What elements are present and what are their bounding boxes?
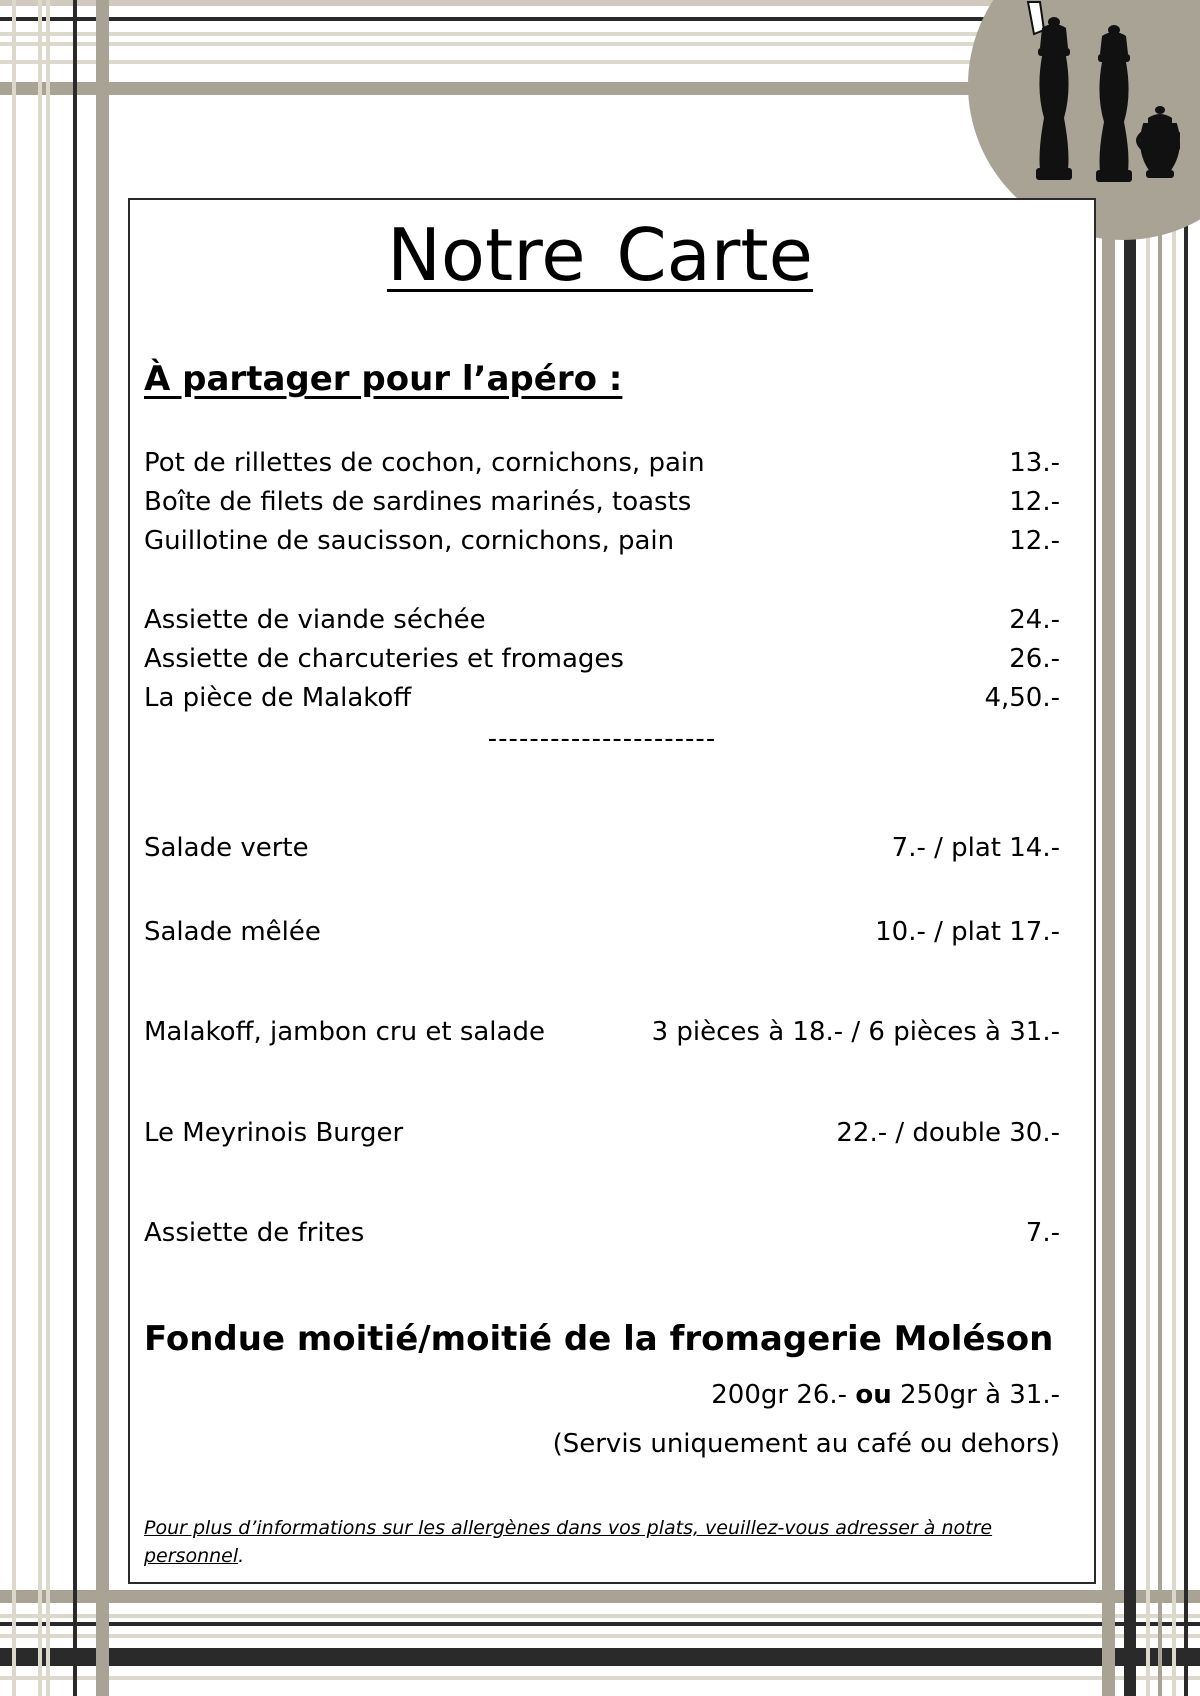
item-price: 10.- / plat 17.- [875,917,1060,947]
item-name: Le Meyrinois Burger [144,1118,404,1148]
item-name: Pot de rillettes de cochon, cornichons, pain [144,448,705,478]
stripe [0,1676,1200,1680]
menu-item [144,640,1060,678]
item-price: 12.- [1009,487,1060,517]
item-name: Salade mêlée [144,917,321,947]
menu-item [144,1214,1060,1252]
menu-item [144,444,1060,482]
salt-mill-icon [1096,25,1132,182]
item-name: Assiette de frites [144,1218,365,1248]
menu-item [144,829,1060,867]
allergen-note-text: Pour plus d’informations sur les allergènes dans vos plats, veuillez-vous adresser à notre personnel [144,1517,993,1567]
fondue-option-small: 200gr 26.- [711,1380,848,1410]
fondue-option-large: 250gr à 31.- [899,1380,1060,1410]
stripe [0,1648,1200,1666]
pepper-mill-icon [1036,17,1072,180]
stripe [0,1590,1200,1603]
menu-item [144,679,1060,717]
item-price: 4,50.- [984,683,1060,713]
allergen-note-end: . [238,1545,245,1567]
item-price: 13.- [1009,448,1060,478]
page-title: Notre Carte [387,213,813,297]
item-price: 3 pièces à 18.- / 6 pièces à 31.- [651,1017,1060,1047]
item-price: 12.- [1009,526,1060,556]
menu-item [144,522,1060,560]
fondue-note: (Servis uniquement au café ou dehors) [552,1429,1060,1459]
menu-item [144,1013,1060,1051]
fondue-or: ou [855,1380,892,1410]
item-name: Boîte de filets de sardines marinés, toasts [144,487,692,517]
item-name: Salade verte [144,833,309,863]
item-name: Guillotine de saucisson, cornichons, pain [144,526,675,556]
item-name: Assiette de charcuteries et fromages [144,644,624,674]
menu-item [144,913,1060,951]
item-name: Malakoff, jambon cru et salade [144,1017,545,1047]
knife-icon [1028,2,1044,34]
item-price: 7.- [1025,1218,1060,1248]
stripe [0,1634,1200,1638]
section-divider: ---------------------- [487,724,717,754]
section-heading-apero: À partager pour l’apéro : [144,359,623,399]
sugar-bowl-icon [1138,106,1180,178]
fondue-prices [711,1376,1060,1414]
stripe [0,1614,1200,1618]
menu-item [144,601,1060,639]
item-name: Assiette de viande séchée [144,605,486,635]
menu-item [144,483,1060,521]
menu-item [144,1114,1060,1152]
grinders-illustration [1010,0,1180,195]
stripe [0,1622,1200,1626]
item-price: 22.- / double 30.- [836,1118,1060,1148]
item-price: 7.- / plat 14.- [891,833,1060,863]
item-price: 26.- [1009,644,1060,674]
item-name: La pièce de Malakoff [144,683,412,713]
allergen-note [144,1514,1044,1570]
item-price: 24.- [1009,605,1060,635]
fondue-heading: Fondue moitié/moitié de la fromagerie Moléson [144,1319,1054,1359]
